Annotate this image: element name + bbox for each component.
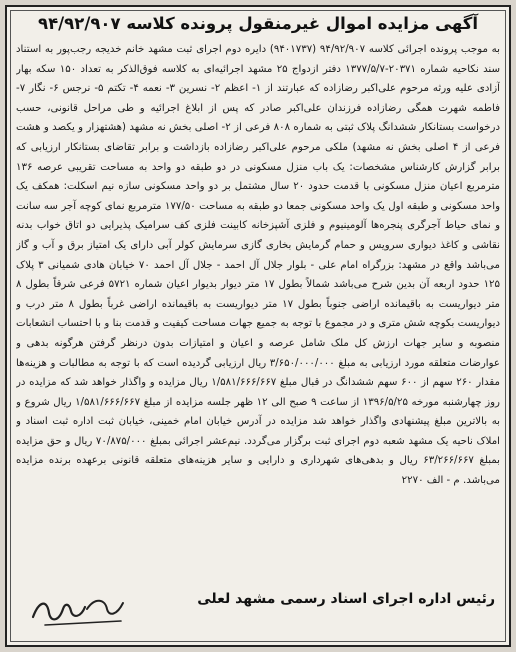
auction-notice <box>5 5 511 647</box>
handwritten-signature <box>25 587 135 635</box>
signoff-title: رئیس اداره اجرای اسناد رسمی مشهد لعلی <box>197 591 495 607</box>
notice-body: به موجب پرونده اجرائی کلاسه ۹۴/۹۲/۹۰۷ (۹۴۰۱۷۳۷) دایره دوم اجرای ثبت مشهد خانم خدیجه رجب‌پور به استناد سند نکاحیه شماره ۲۰۳۷۱-۱۳۷۷/۵/۷ دفتر ازدواج ۲۵ مشهد اجرائیه‌ای به کلاسه فوق‌الذکر به تعداد ۱۵۰ سکه بهار آزادی علیه ورثه مرحوم علی‌اکبر رضازاده که عبارتند از ۱- اعظم ۲- نسرین ۳- نعمه ۴- تکتم ۵- نرجس ۶- نگار ۷- فاطمه شهرت همگی رضازاده فرزندان علی‌اکبر صادر که پس از ابلاغ اجرائیه و طی مراحل قانونی، حسب درخواست بستانکار ششدانگ پلاک ثبتی به شماره ۸۰۸ فرعی از ۲- اصلی بخش نه مشهد (هشتهزار و یکصد و هشت فرعی از ۴ اصلی بخش نه مشهد) ملکی مرحوم علی‌اکبر رضازاده بازداشت و برابر تقاضای بستانکار ارزیابی که برابر گزارش کارشناس مشخصات: یک باب منزل مسکونی در دو طبقه دو واحد به مساحت تقریبی عرصه ۱۳۶ مترمربع اعیان منزل مسکونی با قدمت حدود ۲۰ سال مشتمل بر دو واحد مسکونی سازه نیم اسکلت: همکف یک واحد مسکونی و طبقه اول یک واحد مسکونی جمعا دو طبقه به مساحت ۱۷۷/۵۰ مترمربع نمای کوچه آجر سه سانت و نمای حیاط آجرگری پنجره‌ها آلومینیوم و فلزی آشپزخانه کابینت فلزی کف سرامیک پذیرایی دو اتاق خواب بدنه نقاشی و کاغذ دیواری سرویس و حمام گرمایش بخاری گازی سرمایش کولر آبی دارای یک امتیاز برق و آب و گاز می‌باشد واقع در مشهد: بزرگراه امام علی - بلوار جلال آل احمد - جلال آل احمد ۷۰ خیابان هادی شمیانی ۳ پلاک ۱۲۵ حدود اربعه آن بدین شرح می‌باشد شمالاً بطول ۱۷ متر دیوار بدیوار اعیان شماره ۵۷۲۱ فرعی شرقاً بطول ۸ متر دیواریست به باقیمانده اراضی جنوباً بطول ۱۷ متر دیواریست به باقیمانده اراضی غرباً بطول ۸ متر درب و دیواریست بکوچه شش متری و در مجموع با توجه به جمیع جهات مساحت کیفیت و قدمت بنا و با احتساب انشعابات منصوبه و سایر جهات ارزش کل ملک شامل عرصه و اعیان و امتیازات بدون درنظر گرفتن هرگونه بدهی و عوارضات متعلقه مورد ارزیابی به مبلغ ۳/۶۵۰/۰۰۰/۰۰۰ ریال ارزیابی گردیده است که با توجه به مطالبات و هزینه‌ها مقدار ۲۶۰ سهم از ۶۰۰ سهم ششدانگ در قبال مبلغ ۱/۵۸۱/۶۶۶/۶۶۷ ریال مزایده و واگذار خواهد شد که مزایده در روز چهارشنبه مورخه ۱۳۹۶/۵/۲۵ از ساعت ۹ صبح الی ۱۲ ظهر جلسه مزایده از مبلغ ۱/۵۸۱/۶۶۶/۶۶۷ ریال شروع و به بالاترین مبلغ پیشنهادی واگذار خواهد شد مزایده در آدرس خیابان امام خمینی، خیابان ثبت اداره ثبت اسناد و املاک ناحیه یک مشهد شعبه دوم اجرای ثبت برگزار می‌گردد. نیم‌عشر اجرائی بمبلغ ۷۰/۸۷۵/۰۰۰ ریال و حق مزایده بمبلغ ۶۳/۲۶۶/۶۶۷ ریال و بدهی‌های شهرداری و دارایی و سایر هزینه‌های متعلقه قانونی برعهده برنده مزایده می‌باشد. م - الف ۲۲۷۰ <box>16 44 500 487</box>
signature-area <box>15 583 501 639</box>
notice-title: آگهی مزایده اموال غیرمنقول پرونده کلاسه ۹۴/۹۲/۹۰۷ <box>38 14 478 33</box>
